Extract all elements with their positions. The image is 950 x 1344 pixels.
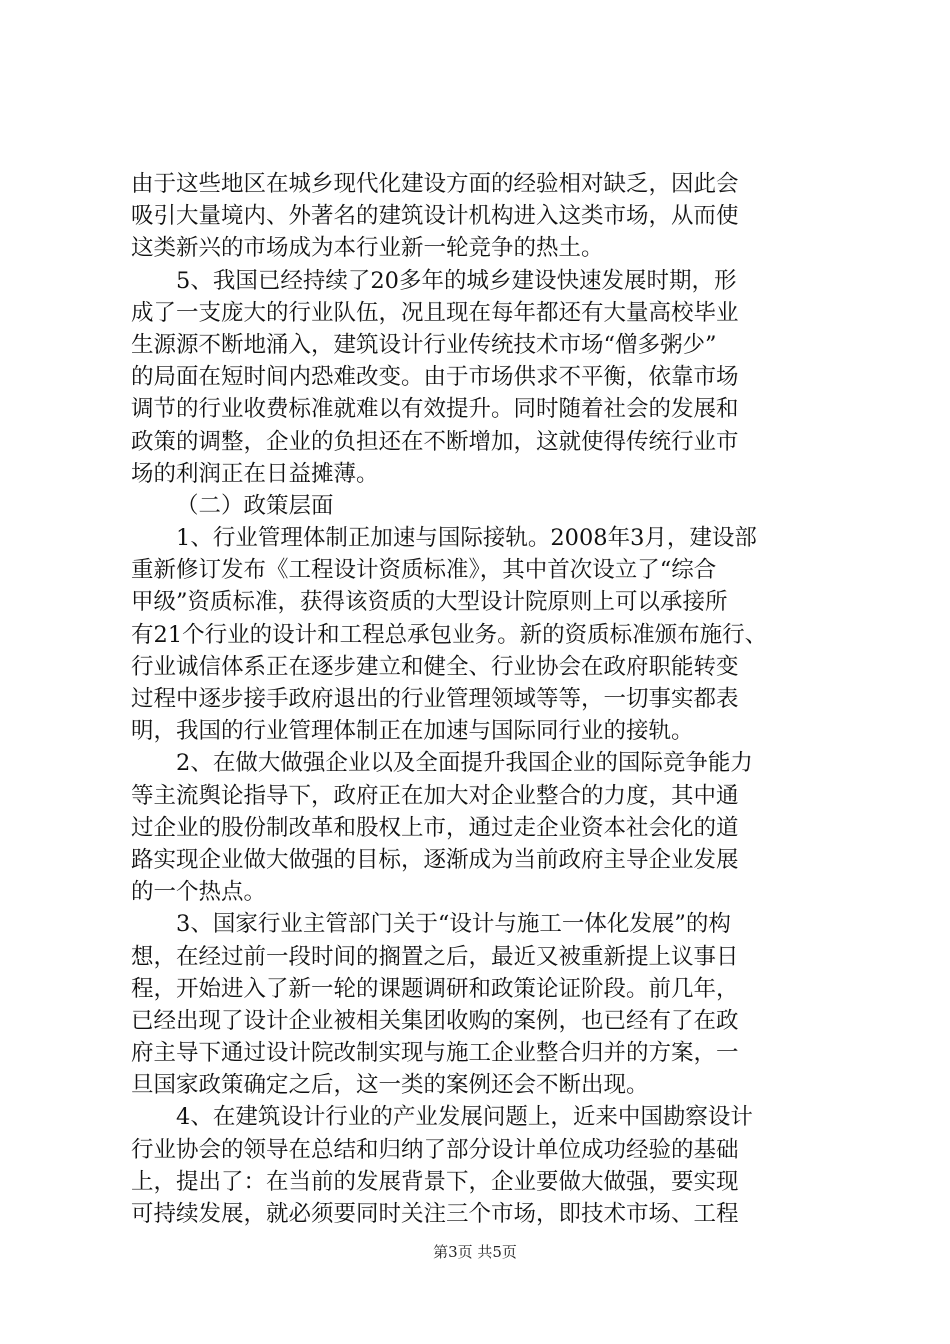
text-line: 行业诚信体系正在逐步建立和健全、行业协会在政府职能转变 <box>131 653 739 680</box>
paragraph-start-line: 2、在做大做强企业以及全面提升我国企业的国际竞争能力 <box>176 750 753 777</box>
text-line: 府主导下通过设计院改制实现与施工企业整合归并的方案，一 <box>131 1040 739 1067</box>
text-line: 这类新兴的市场成为本行业新一轮竞争的热土。 <box>131 235 604 262</box>
text-line: 旦国家政策确定之后，这一类的案例还会不断出现。 <box>131 1072 649 1099</box>
text-line: 过程中逐步接手政府退出的行业管理领域等等，一切事实都表 <box>131 686 739 712</box>
paragraph-start-line: 4、在建筑设计行业的产业发展问题上，近来中国勘察设计 <box>176 1104 753 1131</box>
text-line: 明，我国的行业管理体制正在加速与国际同行业的接轨。 <box>131 718 694 745</box>
text-line: 政策的调整，企业的负担还在不断增加，这就使得传统行业市 <box>131 428 739 455</box>
text-line: 的一个热点。 <box>131 879 267 906</box>
text-line: 程，开始进入了新一轮的课题调研和政策论证阶段。前几年， <box>131 975 739 1002</box>
text-line: 行业协会的领导在总结和归纳了部分设计单位成功经验的基础 <box>131 1136 739 1163</box>
text-line: 吸引大量境内、外著名的建筑设计机构进入这类市场，从而使 <box>131 203 739 230</box>
text-line: 成了一支庞大的行业队伍，况且现在每年都还有大量高校毕业 <box>131 299 739 326</box>
paragraph-start-line: 5、我国已经持续了20多年的城乡建设快速发展时期，形 <box>176 267 737 294</box>
text-line: 有21个行业的设计和工程总承包业务。新的资质标准颁布施行、 <box>131 621 768 648</box>
text-line: 重新修订发布《工程设计资质标准》，其中首次设立了“综合 <box>131 557 717 584</box>
text-line: 生源源不断地涌入，建筑设计行业传统技术市场“僧多粥少” <box>131 331 717 358</box>
text-line: 等主流舆论指导下，政府正在加大对企业整合的力度，其中通 <box>131 782 739 809</box>
text-line: 由于这些地区在城乡现代化建设方面的经验相对缺乏，因此会 <box>131 171 739 197</box>
paragraph-start-line: 1、行业管理体制正加速与国际接轨。2008年3月，建设部 <box>176 525 757 552</box>
page-footer: 第3页 共5页 <box>433 1243 517 1261</box>
text-line: 可持续发展，就必须要同时关注三个市场，即技术市场、工程 <box>131 1201 739 1227</box>
text-line: 路实现企业做大做强的目标，逐渐成为当前政府主导企业发展 <box>131 846 739 873</box>
paragraph-start-line: 3、国家行业主管部门关于“设计与施工一体化发展”的构 <box>176 911 731 938</box>
text-line: 的局面在短时间内恐难改变。由于市场供求不平衡，依靠市场 <box>131 364 739 391</box>
text-line: 上，提出了：在当前的发展背景下，企业要做大做强，要实现 <box>131 1168 739 1195</box>
body-text <box>131 168 831 1230</box>
section-heading: （二）政策层面 <box>176 492 334 519</box>
text-line: 想，在经过前一段时间的搁置之后，最近又被重新提上议事日 <box>131 943 739 970</box>
text-line: 已经出现了设计企业被相关集团收购的案例，也已经有了在政 <box>131 1007 739 1034</box>
text-line: 场的利润正在日益摊薄。 <box>131 460 379 487</box>
text-line: 过企业的股份制改革和股权上市，通过走企业资本社会化的道 <box>131 814 739 841</box>
text-line: 调节的行业收费标准就难以有效提升。同时随着社会的发展和 <box>131 396 739 423</box>
text-line: 甲级”资质标准，获得该资质的大型设计院原则上可以承接所 <box>131 589 728 616</box>
